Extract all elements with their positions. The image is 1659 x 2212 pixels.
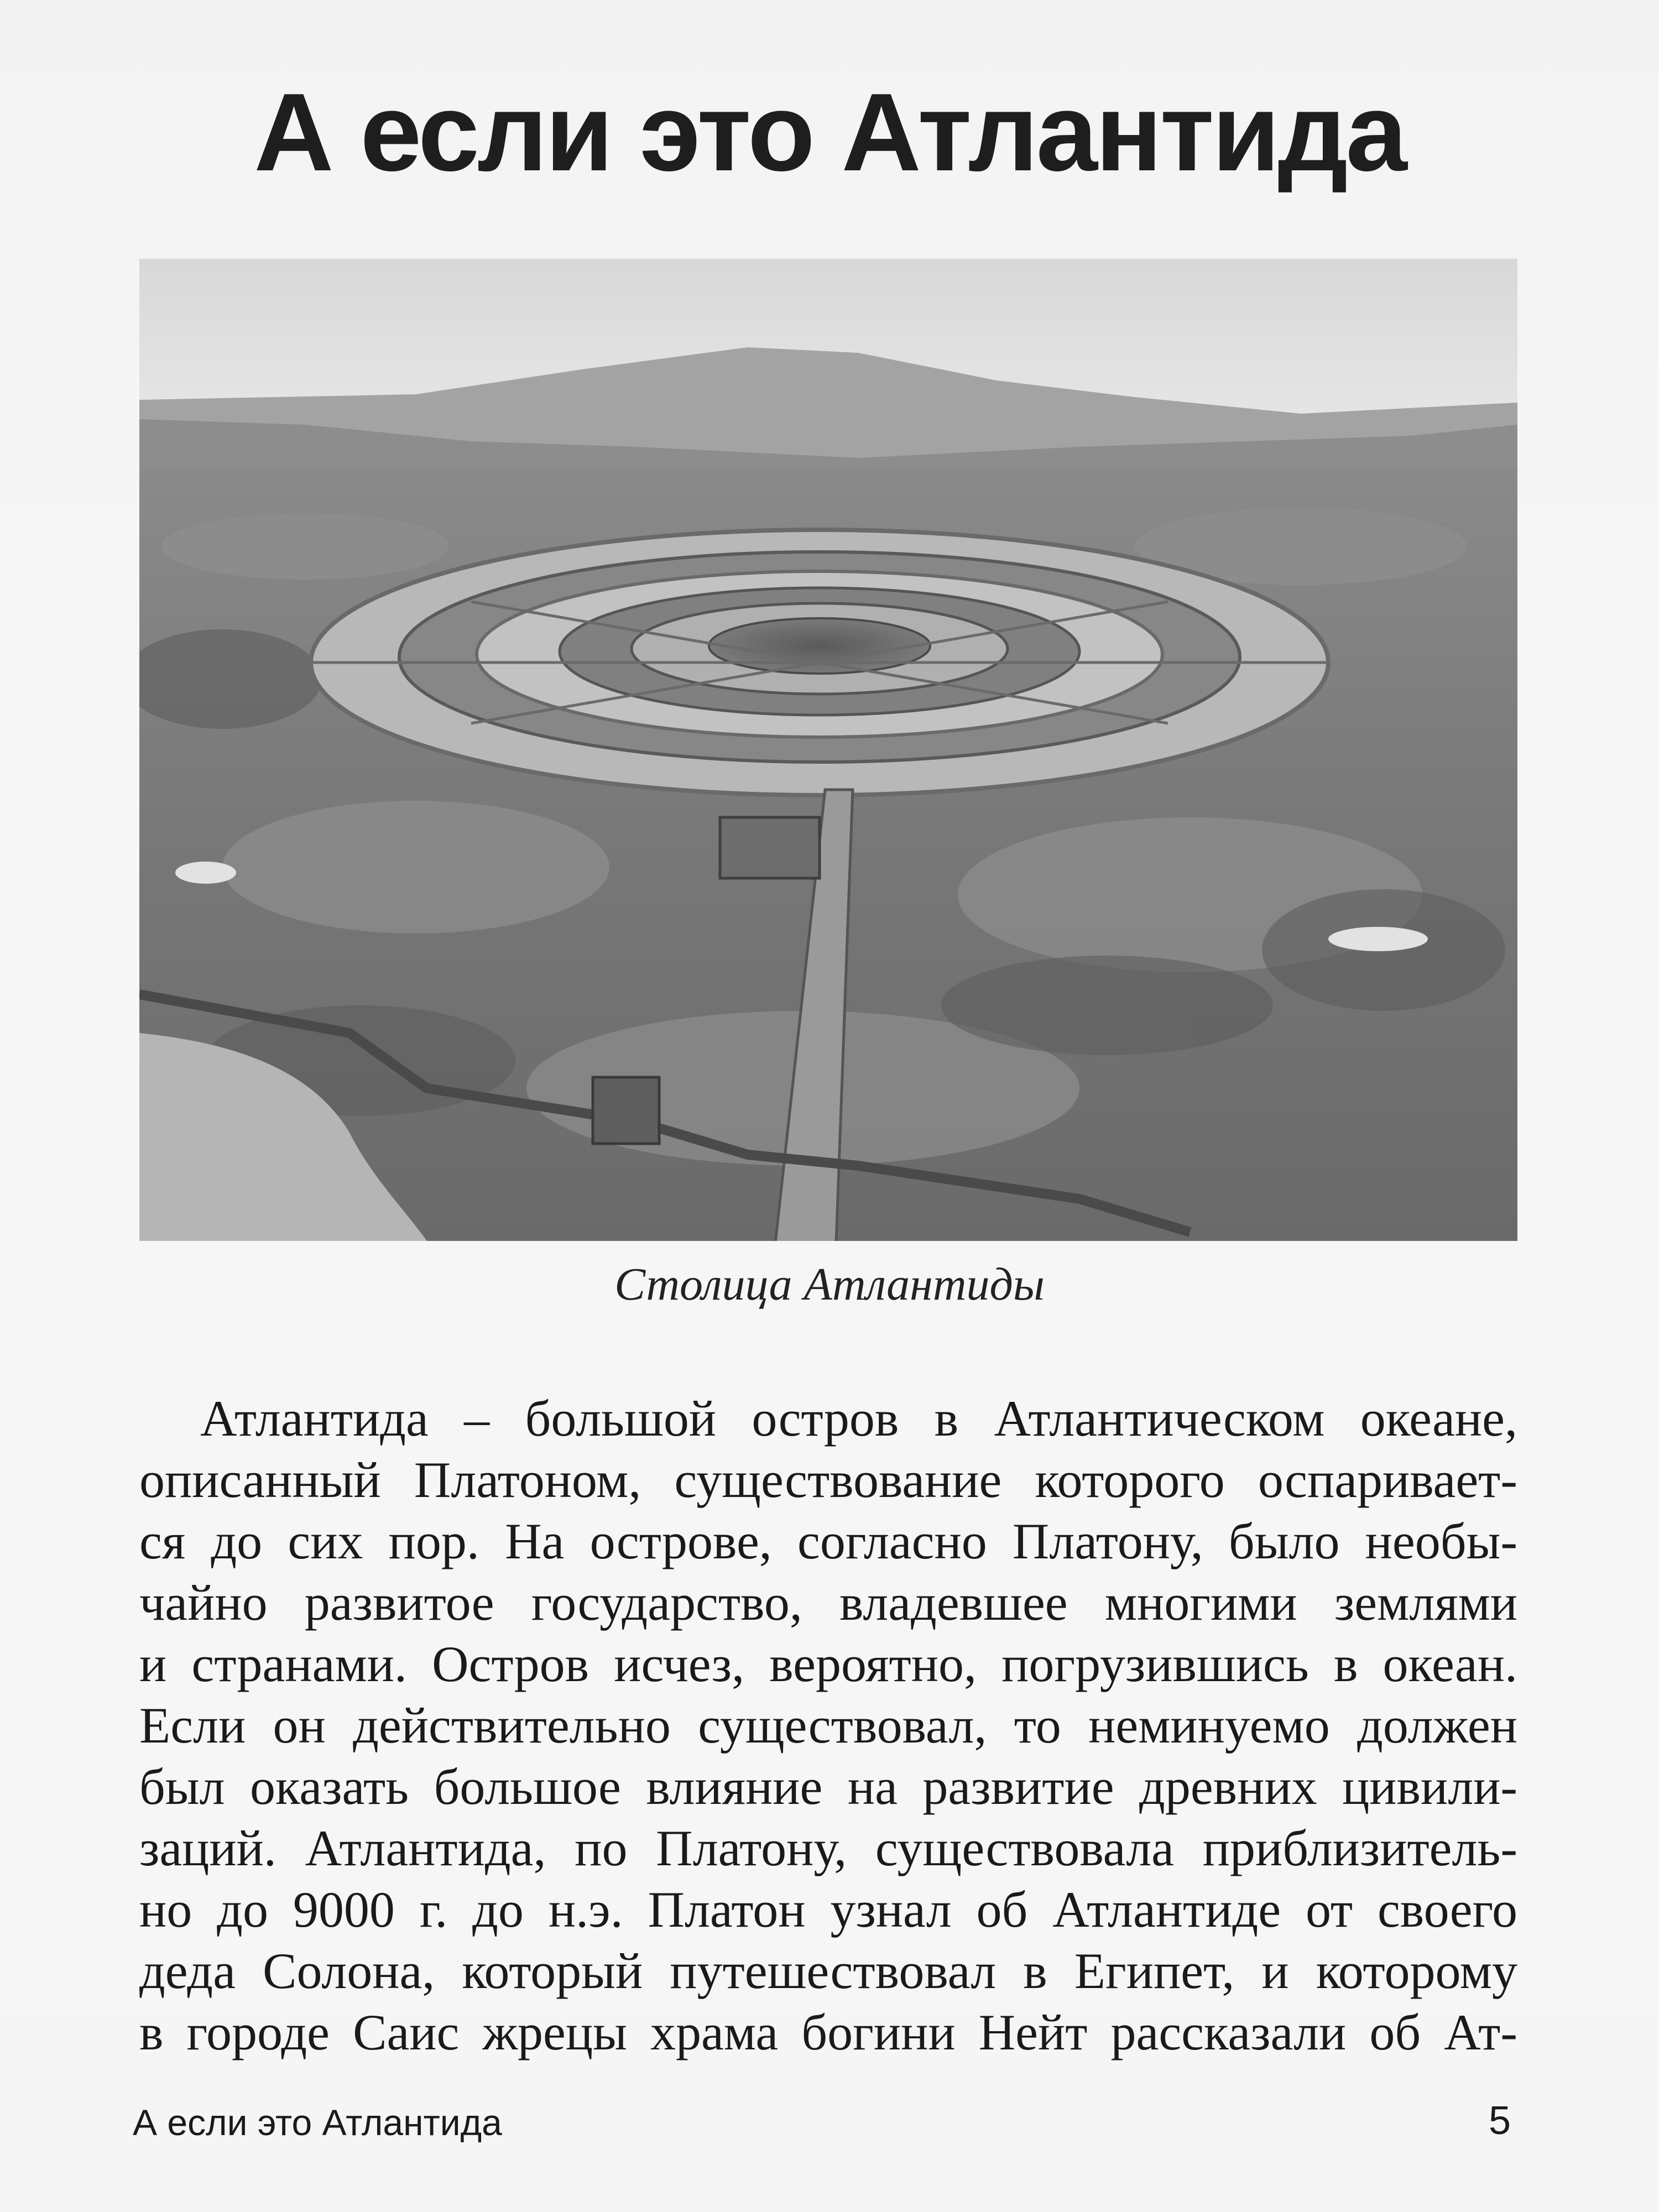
body-line: ся до сих пор. На острове, согласно Платону, было необы- [139, 1513, 1517, 1569]
body-line: заций. Атлантида, по Платону, существовала приблизитель- [139, 1820, 1517, 1876]
body-line: описанный Платоном, существование которого оспаривает- [139, 1452, 1517, 1508]
running-footer-title: А если это Атлантида [133, 2102, 502, 2143]
illustration-svg [139, 259, 1517, 1241]
body-line: Если он действительно существовал, то неминуемо должен [139, 1697, 1517, 1754]
harbour-tower [593, 1077, 659, 1144]
body-line: и странами. Остров исчез, вероятно, погрузившись в океан. [139, 1636, 1517, 1692]
pool-left [175, 862, 236, 884]
pool-right [1328, 927, 1428, 951]
page-number: 5 [1488, 2099, 1511, 2143]
body-line: но до 9000 г. до н.э. Платон узнал об Атлантиде от своего [139, 1881, 1517, 1938]
gate-tower [720, 817, 820, 878]
atlantis-capital-illustration [139, 259, 1517, 1241]
body-line: чайно развитое государство, владевшее многими землями [139, 1574, 1517, 1631]
body-line: Атлантида – большой остров в Атлантическом океане, [200, 1390, 1517, 1447]
body-line: был оказать большое влияние на развитие древних цивили- [139, 1759, 1517, 1815]
body-line: деда Солона, который путешествовал в Египет, и которому [139, 1943, 1517, 1999]
illustration-caption: Столица Атлантиды [614, 1259, 1045, 1310]
page-title: А если это Атлантида [254, 71, 1405, 194]
body-paragraph [139, 1388, 1517, 2063]
circular-city [311, 530, 1328, 795]
body-line: в городе Саис жрецы храма богини Нейт рассказали об Ат- [139, 2004, 1517, 2060]
